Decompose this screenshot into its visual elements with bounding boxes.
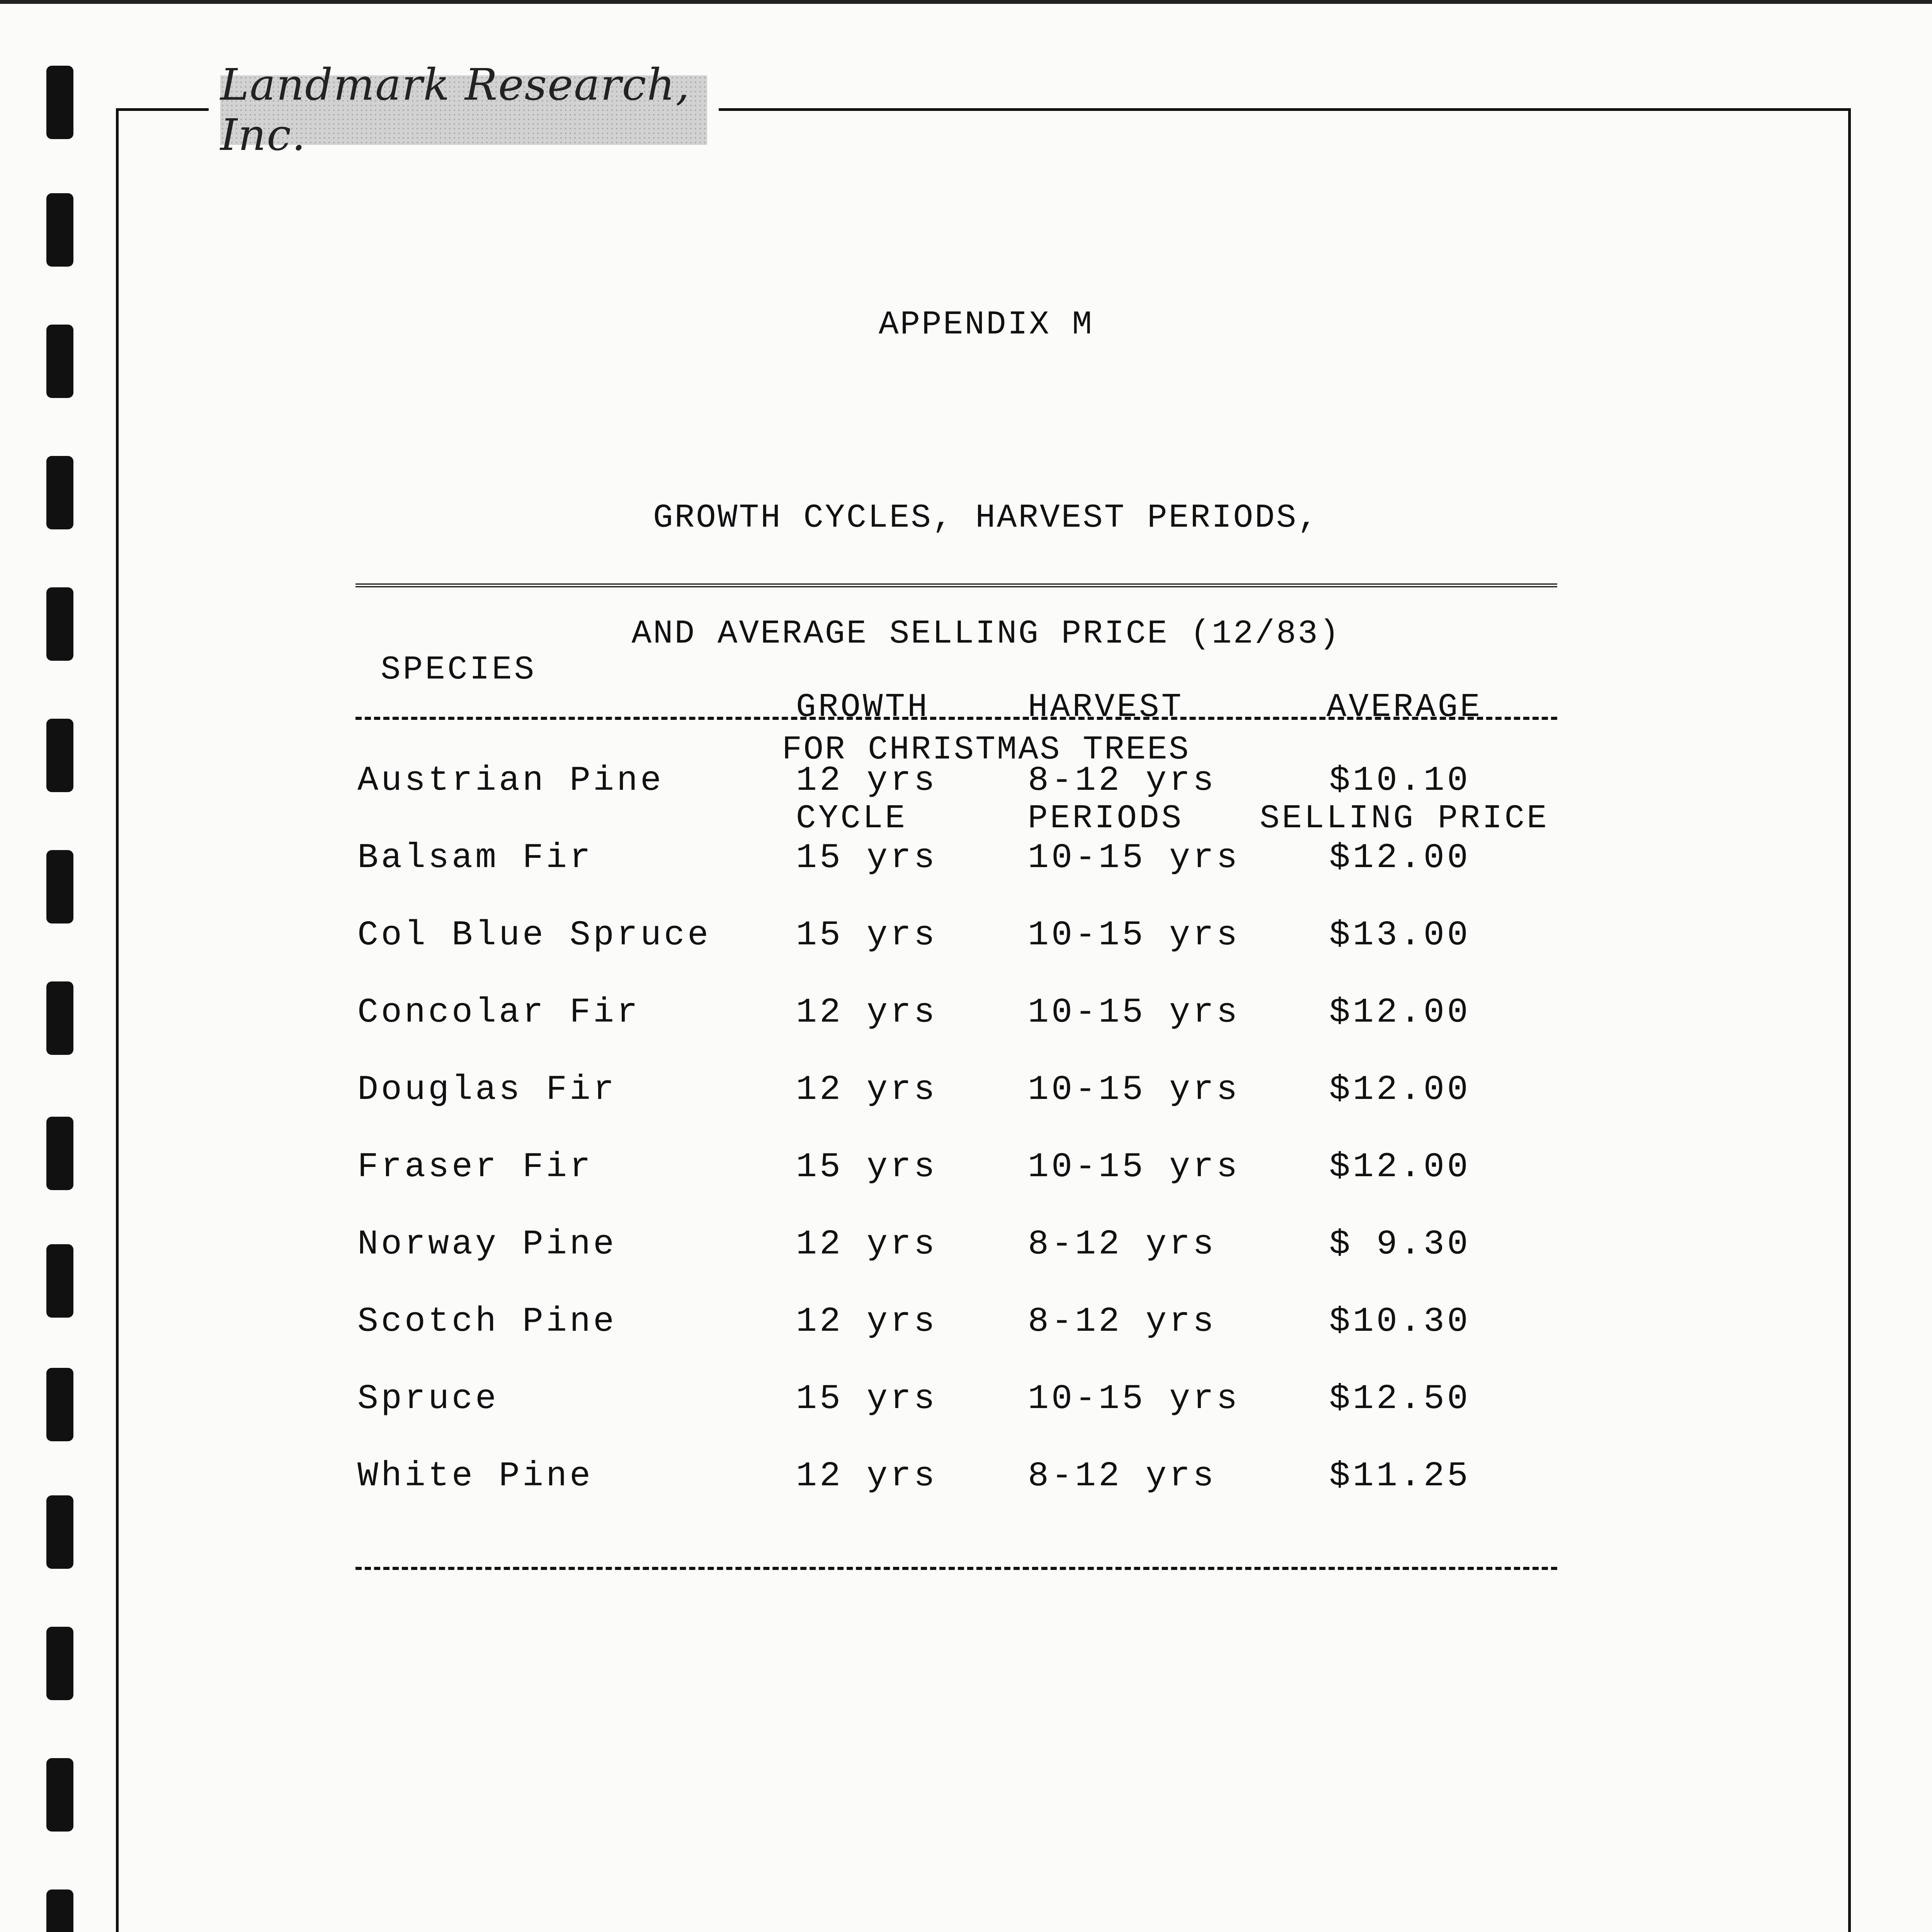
growth-cycle-cell: 12 yrs	[796, 1302, 938, 1342]
growth-cycle-cell: 15 yrs	[796, 838, 938, 878]
page-top-edge	[0, 0, 1932, 4]
harvest-period-cell: 8-12 yrs	[1028, 761, 1217, 801]
growth-cycle-cell: 15 yrs	[796, 916, 938, 955]
column-header-price	[1260, 614, 1549, 874]
species-cell: Concolar Fir	[357, 993, 641, 1032]
harvest-period-cell: 10-15 yrs	[1028, 838, 1240, 878]
species-cell: White Pine	[357, 1457, 594, 1496]
binding-hole	[46, 1495, 73, 1569]
table-row	[0, 1225, 1932, 1264]
growth-cycle-cell: 12 yrs	[796, 1457, 938, 1496]
price-cell: $10.30	[1329, 1302, 1471, 1342]
binding-hole	[46, 1889, 73, 1932]
page-title	[0, 421, 1932, 808]
growth-cycle-cell: 12 yrs	[796, 1070, 938, 1110]
harvest-period-cell: 8-12 yrs	[1028, 1225, 1217, 1264]
harvest-period-cell: 8-12 yrs	[1028, 1457, 1217, 1496]
column-header-price-line-2: SELLING PRICE	[1260, 799, 1549, 837]
column-header-harvest	[1028, 614, 1184, 874]
price-cell: $12.00	[1329, 838, 1471, 878]
harvest-period-cell: 10-15 yrs	[1028, 1070, 1240, 1110]
growth-cycle-cell: 15 yrs	[796, 1148, 938, 1187]
price-cell: $ 9.30	[1329, 1225, 1471, 1264]
table-row	[0, 993, 1932, 1032]
species-cell: Fraser Fir	[357, 1148, 594, 1187]
harvest-period-cell: 10-15 yrs	[1028, 1148, 1240, 1187]
title-line-1: GROWTH CYCLES, HARVEST PERIODS,	[653, 499, 1319, 537]
title-line-3: FOR CHRISTMAS TREES	[782, 731, 1190, 769]
price-cell: $12.00	[1329, 1148, 1471, 1187]
table-row	[0, 761, 1932, 800]
column-header-growth-line-2: CYCLE	[796, 799, 908, 837]
table-row	[0, 1148, 1932, 1186]
logo-text: Landmark Research, Inc.	[220, 60, 690, 160]
price-cell: $12.00	[1329, 1070, 1471, 1110]
harvest-period-cell: 10-15 yrs	[1028, 1379, 1240, 1419]
letterhead-logo	[209, 60, 719, 160]
harvest-period-cell: 8-12 yrs	[1028, 1302, 1217, 1342]
price-cell: $10.10	[1329, 761, 1471, 801]
price-cell: $11.25	[1329, 1457, 1471, 1496]
column-header-growth-line-1: GROWTH	[796, 688, 930, 726]
price-cell: $13.00	[1329, 916, 1471, 955]
binding-hole	[46, 193, 73, 267]
species-cell: Col Blue Spruce	[357, 916, 711, 955]
binding-hole	[46, 66, 73, 139]
price-cell: $12.00	[1329, 993, 1471, 1032]
species-cell: Spruce	[357, 1379, 499, 1419]
appendix-label: APPENDIX M	[878, 306, 1094, 344]
binding-hole	[46, 1627, 73, 1700]
table-row	[0, 916, 1932, 954]
growth-cycle-cell: 12 yrs	[796, 993, 938, 1032]
species-cell: Scotch Pine	[357, 1302, 617, 1342]
harvest-period-cell: 10-15 yrs	[1028, 916, 1240, 955]
table-row	[0, 1070, 1932, 1109]
species-cell: Balsam Fir	[357, 838, 594, 878]
harvest-period-cell: 10-15 yrs	[1028, 993, 1240, 1032]
table-row	[0, 1379, 1932, 1418]
column-header-harvest-line-2: PERIODS	[1028, 799, 1184, 837]
header-double-rule	[355, 583, 1557, 611]
table-row	[0, 838, 1932, 877]
header-dashed-rule	[355, 717, 1557, 720]
title-line-2: AND AVERAGE SELLING PRICE (12/83)	[631, 615, 1341, 653]
species-cell: Norway Pine	[357, 1225, 617, 1264]
table-row	[0, 1457, 1932, 1495]
table-bottom-rule	[355, 1567, 1557, 1570]
binding-hole	[46, 1758, 73, 1832]
table-row	[0, 1302, 1932, 1341]
growth-cycle-cell: 12 yrs	[796, 1225, 938, 1264]
column-header-harvest-line-1: HARVEST	[1028, 688, 1184, 726]
species-cell: Austrian Pine	[357, 761, 664, 801]
column-header-growth	[796, 614, 930, 874]
species-cell: Douglas Fir	[357, 1070, 617, 1110]
growth-cycle-cell: 15 yrs	[796, 1379, 938, 1419]
price-cell: $12.50	[1329, 1379, 1471, 1419]
growth-cycle-cell: 12 yrs	[796, 761, 938, 801]
column-header-price-line-1: AVERAGE	[1326, 688, 1483, 726]
column-header-species: SPECIES	[381, 651, 537, 689]
